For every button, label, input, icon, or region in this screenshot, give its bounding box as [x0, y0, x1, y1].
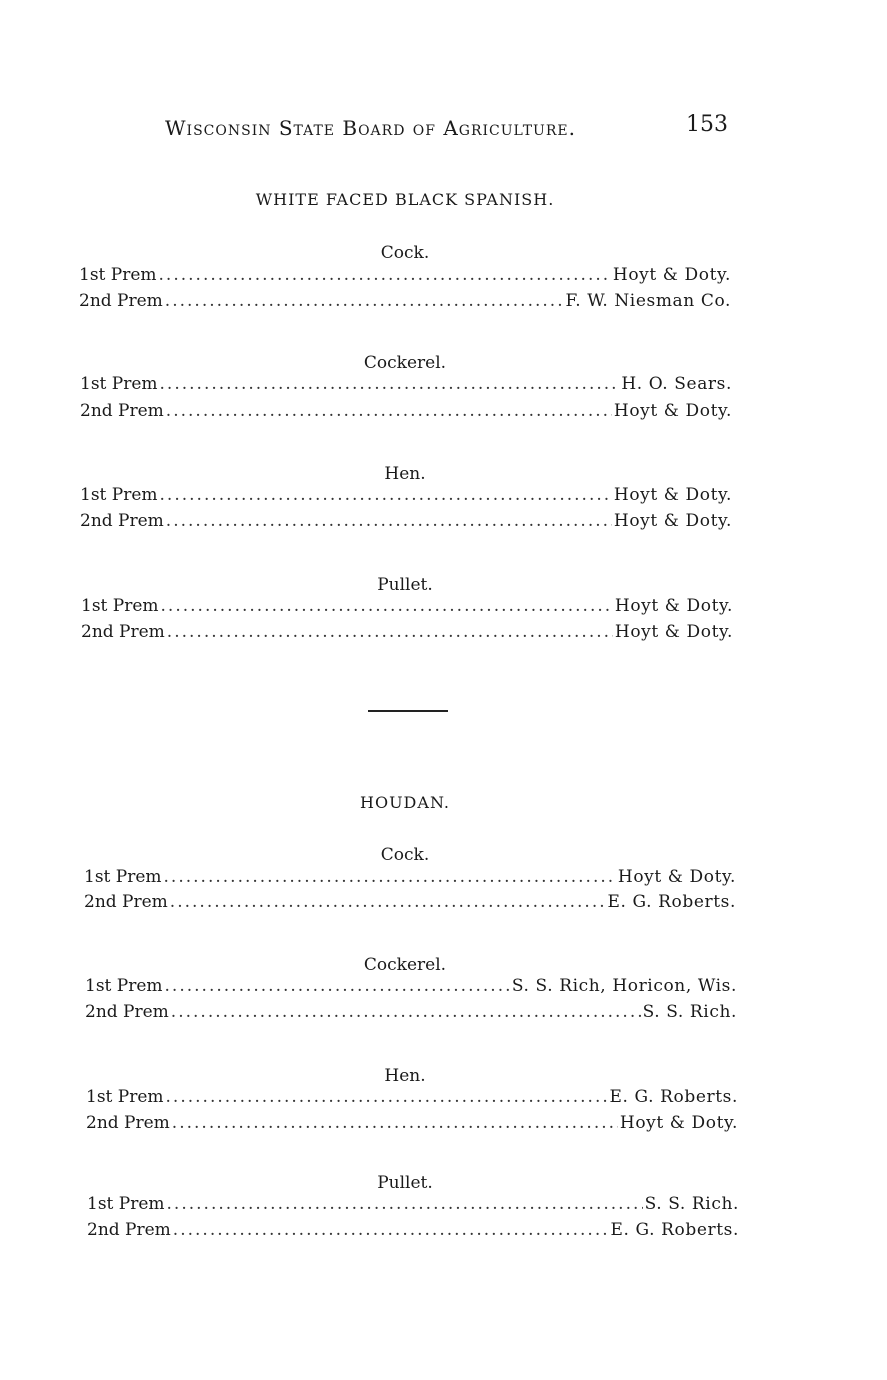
entry-row	[80, 401, 732, 421]
entry-place: 2nd Prem	[80, 401, 164, 421]
entry-place: 1st Prem	[84, 867, 162, 887]
entry-place: 2nd Prem	[86, 1113, 170, 1133]
entry-row	[80, 511, 732, 531]
dot-leader	[167, 622, 613, 642]
entry-row	[80, 374, 732, 394]
entry-place: 1st Prem	[79, 265, 157, 285]
dot-leader	[173, 1220, 609, 1240]
entry-row	[85, 976, 737, 996]
running-head	[0, 112, 887, 142]
page-number: 153	[686, 112, 728, 137]
dot-leader	[166, 511, 612, 531]
section-heading: HOUDAN.	[360, 793, 450, 812]
entry-place: 1st Prem	[87, 1194, 165, 1214]
entry-row	[81, 622, 733, 642]
dot-leader	[165, 976, 510, 996]
entry-row	[87, 1220, 739, 1240]
section-heading: WHITE FACED BLACK SPANISH.	[255, 190, 555, 209]
dot-leader	[164, 867, 616, 887]
entry-winner: E. G. Roberts.	[610, 1220, 739, 1240]
entry-place: 1st Prem	[81, 596, 159, 616]
entry-place: 1st Prem	[86, 1087, 164, 1107]
entry-winner: Hoyt & Doty.	[619, 1113, 738, 1133]
entry-row	[85, 1002, 737, 1022]
entry-winner: Hoyt & Doty.	[613, 511, 732, 531]
entry-winner: E. G. Roberts.	[609, 1087, 738, 1107]
entry-winner: S. S. Rich, Horicon, Wis.	[511, 976, 737, 996]
dot-leader	[160, 485, 612, 505]
dot-leader	[167, 1194, 643, 1214]
entry-winner: Hoyt & Doty.	[613, 401, 732, 421]
class-heading-cock: Cock.	[380, 845, 430, 865]
entry-winner: S. S. Rich.	[642, 1002, 737, 1022]
entry-row	[87, 1194, 739, 1214]
entry-place: 1st Prem	[80, 374, 158, 394]
entry-winner: Hoyt & Doty.	[612, 265, 731, 285]
class-heading-cock: Cock.	[380, 243, 430, 263]
entry-winner: Hoyt & Doty.	[617, 867, 736, 887]
entry-row	[86, 1113, 738, 1133]
entry-place: 2nd Prem	[81, 622, 165, 642]
dot-leader	[170, 892, 606, 912]
class-heading-pullet: Pullet.	[377, 1173, 433, 1193]
class-heading-cockerel: Cockerel.	[363, 955, 447, 975]
entry-row	[79, 265, 731, 285]
section-divider	[368, 710, 448, 712]
entry-winner: E. G. Roberts.	[607, 892, 736, 912]
class-heading-hen: Hen.	[384, 1066, 426, 1086]
dot-leader	[171, 1002, 641, 1022]
dot-leader	[166, 401, 612, 421]
entry-place: 2nd Prem	[80, 511, 164, 531]
entry-winner: F. W. Niesman Co.	[565, 291, 731, 311]
dot-leader	[160, 374, 620, 394]
dot-leader	[165, 291, 564, 311]
entry-winner: H. O. Sears.	[621, 374, 732, 394]
entry-row	[81, 596, 733, 616]
entry-winner: Hoyt & Doty.	[614, 622, 733, 642]
entry-place: 2nd Prem	[85, 1002, 169, 1022]
dot-leader	[172, 1113, 618, 1133]
entry-place: 1st Prem	[85, 976, 163, 996]
dot-leader	[159, 265, 611, 285]
class-heading-pullet: Pullet.	[377, 575, 433, 595]
entry-winner: Hoyt & Doty.	[613, 485, 732, 505]
dot-leader	[166, 1087, 608, 1107]
entry-row	[80, 485, 732, 505]
entry-row	[79, 291, 731, 311]
entry-place: 1st Prem	[80, 485, 158, 505]
entry-winner: S. S. Rich.	[644, 1194, 739, 1214]
entry-row	[86, 1087, 738, 1107]
entry-row	[84, 867, 736, 887]
entry-row	[84, 892, 736, 912]
entry-winner: Hoyt & Doty.	[614, 596, 733, 616]
running-title: Wisconsin State Board of Agriculture.	[165, 116, 576, 140]
entry-place: 2nd Prem	[79, 291, 163, 311]
entry-place: 2nd Prem	[84, 892, 168, 912]
entry-place: 2nd Prem	[87, 1220, 171, 1240]
class-heading-cockerel: Cockerel.	[363, 353, 447, 373]
class-heading-hen: Hen.	[384, 464, 426, 484]
dot-leader	[161, 596, 613, 616]
